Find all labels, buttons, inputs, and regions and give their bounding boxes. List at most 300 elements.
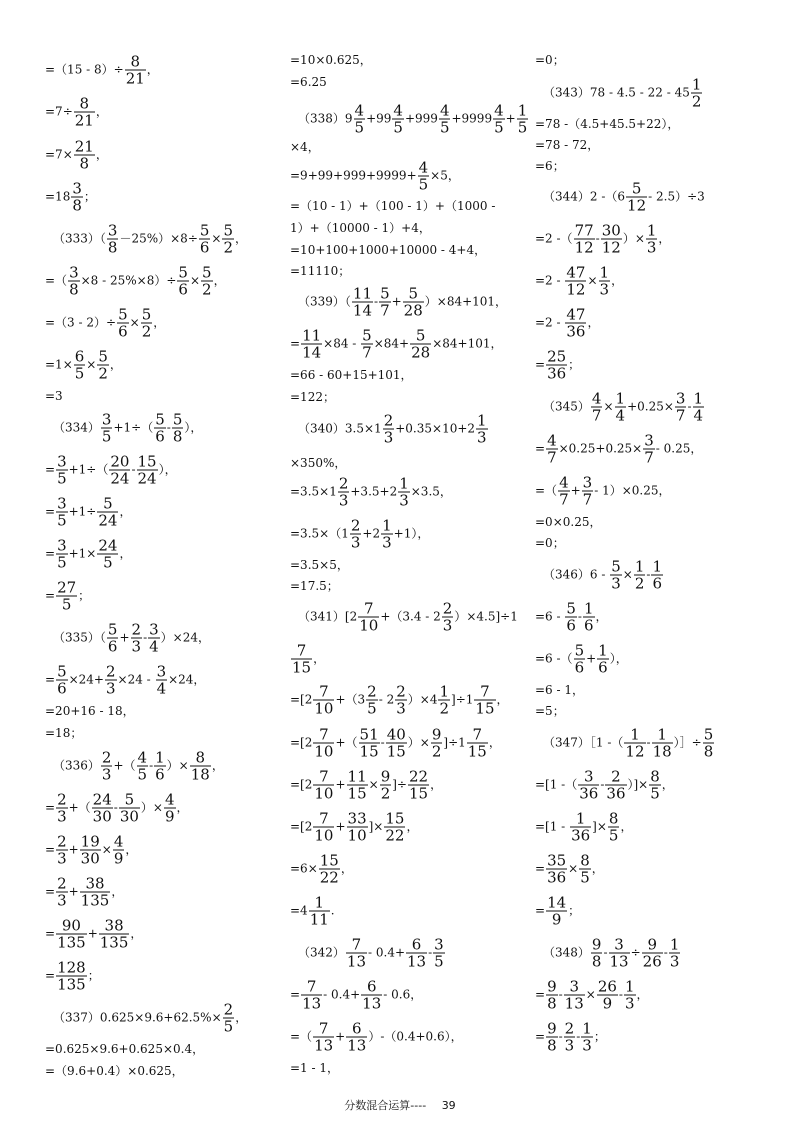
numerator: 11 (352, 284, 372, 303)
fraction (383, 413, 395, 446)
numerator: 3 (69, 263, 79, 282)
math-line (290, 811, 418, 844)
math-line (53, 223, 247, 256)
math-line (298, 103, 529, 136)
expression-text: +（3 (335, 692, 366, 707)
denominator: 13 (302, 994, 322, 1013)
numerator: 35 (547, 851, 567, 870)
expression-text: ， (340, 861, 353, 876)
expression-text: × (101, 842, 112, 857)
math-line (290, 684, 509, 717)
fraction (313, 811, 334, 844)
expression-text: （348） (543, 945, 590, 960)
math-line (298, 286, 507, 319)
expression-text: =3.5×1 (290, 484, 337, 499)
fraction (605, 769, 626, 802)
fraction (190, 750, 211, 783)
math-line (45, 54, 159, 87)
denominator: 8 (703, 742, 714, 761)
expression-text: = (45, 968, 56, 983)
denominator: 6 (57, 679, 67, 698)
denominator: 3 (57, 891, 67, 910)
denominator: 15 (292, 658, 312, 677)
fraction (56, 538, 68, 571)
expression-text: - 0.25， (655, 441, 703, 456)
expression-text: + (68, 842, 79, 857)
numerator: 1 (439, 682, 450, 701)
expression-text: ； (87, 968, 100, 983)
expression-text: ， (235, 231, 248, 246)
math-line (45, 726, 82, 740)
numerator: 4 (439, 101, 450, 120)
denominator: 5 (56, 596, 77, 613)
expression-text: +3.5+2 (350, 484, 398, 499)
numerator: 1 (517, 101, 528, 120)
math-line (290, 579, 339, 593)
fraction (381, 518, 393, 551)
fraction (693, 391, 705, 424)
expression-text: . (330, 903, 335, 918)
fraction (546, 895, 567, 928)
math-line (290, 1061, 339, 1075)
math-line (290, 160, 460, 193)
numerator: 5 (118, 305, 128, 324)
fraction (313, 684, 334, 717)
expression-text: （333）（ (53, 231, 106, 246)
denominator: 5 (418, 175, 429, 194)
fraction (56, 792, 68, 825)
numerator: 3 (101, 410, 112, 429)
expression-text: =2 -（ (535, 231, 573, 246)
expression-text: =18； (45, 726, 83, 740)
expression-text: = (45, 504, 56, 519)
expression-text: =1 - 1， (290, 1061, 340, 1075)
fraction (97, 349, 109, 382)
fraction (105, 664, 117, 697)
numerator: 9 (380, 767, 391, 786)
expression-text: - (618, 987, 623, 1002)
denominator: 7 (380, 301, 390, 320)
numerator: 33 (347, 809, 367, 828)
expression-text: =10+100+1000+10000 - 4+4， (290, 243, 487, 257)
fraction (579, 853, 591, 886)
math-line (290, 895, 335, 928)
fraction (467, 727, 488, 760)
numerator: 15 (319, 851, 339, 870)
denominator: 30 (92, 807, 112, 826)
expression-text: ×350%， (290, 456, 347, 470)
fraction (156, 664, 168, 697)
expression-text: ， (496, 692, 509, 707)
expression-text: ×24 - (117, 672, 155, 687)
numerator: 5 (155, 410, 165, 429)
denominator: 15 (475, 699, 495, 718)
expression-text: ×24， (168, 672, 206, 687)
expression-text: =11110； (290, 264, 351, 278)
math-line (290, 1021, 463, 1054)
expression-text: ， (146, 62, 159, 77)
math-line (535, 811, 632, 844)
expression-text: ， (661, 777, 674, 792)
fraction (546, 1021, 558, 1054)
expression-text: ）×4 (407, 692, 438, 707)
fraction (74, 96, 95, 129)
math-line (535, 307, 599, 340)
numerator: 2 (101, 748, 112, 767)
numerator: 1 (669, 935, 680, 954)
numerator: 6 (74, 347, 85, 366)
fraction (347, 811, 368, 844)
denominator: 8 (69, 280, 79, 299)
expression-text: =78 - 72， (535, 138, 600, 152)
denominator: 13 (362, 994, 382, 1013)
fraction (578, 769, 599, 802)
denominator: 8 (591, 952, 602, 971)
expression-text: +0.35×10+2 (395, 421, 476, 436)
expression-text: = (45, 800, 56, 815)
denominator: 5 (434, 952, 444, 971)
numerator: 5 (415, 326, 426, 345)
expression-text: = (45, 588, 56, 603)
math-line (45, 139, 108, 172)
denominator: 3 (646, 238, 657, 257)
expression-text: × (622, 567, 633, 582)
denominator: 13 (609, 952, 629, 971)
expression-text: =66 - 60+15+101， (290, 368, 413, 382)
math-line (535, 536, 565, 550)
denominator: 12 (627, 196, 647, 215)
numerator: 8 (130, 52, 141, 71)
fraction (56, 960, 87, 993)
expression-text: +（ (68, 800, 91, 815)
fraction (474, 684, 495, 717)
denominator: 15 (408, 784, 429, 803)
expression-text: （337）0.625×9.6+62.5%× (53, 1010, 222, 1025)
expression-text: ÷ (630, 945, 641, 960)
fraction (71, 181, 83, 214)
denominator: 5 (517, 118, 528, 137)
fraction (113, 834, 125, 867)
numerator: 8 (580, 851, 590, 870)
fraction (359, 727, 380, 760)
numerator: 47 (566, 263, 586, 282)
fraction (354, 103, 366, 136)
numerator: 3 (149, 620, 159, 639)
expression-text: =20+16 - 18， (45, 704, 135, 718)
fraction (379, 286, 391, 319)
math-line (53, 412, 202, 445)
numerator: 1 (382, 516, 392, 535)
expression-text: =0； (535, 536, 565, 550)
numerator: 7 (319, 809, 329, 828)
numerator: 2 (223, 1000, 234, 1019)
denominator: 5 (223, 1017, 234, 1036)
numerator: 77 (574, 221, 594, 240)
expression-text: +1÷ (68, 504, 97, 519)
denominator: 12 (601, 238, 621, 257)
expression-text: × (603, 399, 614, 414)
fraction (56, 876, 68, 909)
denominator: 3 (611, 574, 621, 593)
denominator: 36 (606, 784, 626, 803)
fraction (319, 853, 340, 886)
math-line (290, 368, 413, 382)
expression-text: +99 (366, 111, 392, 126)
numerator: 3 (614, 935, 624, 954)
math-line (290, 53, 372, 67)
numerator: 1 (477, 411, 487, 430)
expression-text: = (535, 1029, 546, 1044)
expression-text: =（ (45, 273, 68, 288)
denominator: 6 (178, 280, 188, 299)
expression-text: ）× (166, 758, 189, 773)
expression-text: = (535, 987, 546, 1002)
math-line (53, 1002, 247, 1035)
numerator: 24 (98, 536, 118, 555)
expression-text: ， (111, 884, 124, 899)
math-line (298, 413, 489, 446)
math-line (535, 683, 584, 697)
fraction (675, 391, 687, 424)
denominator: 15 (359, 742, 379, 761)
numerator: 1 (646, 221, 657, 240)
numerator: 5 (703, 725, 714, 744)
denominator: 6 (583, 616, 594, 635)
denominator: 2 (634, 574, 645, 593)
fraction (624, 979, 636, 1012)
numerator: 2 (57, 832, 67, 851)
denominator: 135 (80, 891, 110, 910)
fraction (642, 937, 663, 970)
denominator: 36 (547, 868, 567, 887)
fraction (431, 727, 443, 760)
expression-text: （340）3.5×1 (298, 421, 382, 436)
expression-text: ）， (158, 462, 177, 477)
expression-text: × (189, 273, 201, 288)
expression-text: × (86, 357, 97, 372)
expression-text: + (119, 630, 130, 645)
expression-text: ×5， (430, 168, 460, 183)
expression-text: =0×0.25， (535, 515, 602, 529)
numerator: 3 (675, 389, 686, 408)
math-line (535, 895, 580, 928)
expression-text: ； (83, 189, 96, 204)
fraction (177, 265, 189, 298)
expression-text: =7÷ (45, 104, 73, 119)
expression-text: - (577, 609, 582, 624)
math-line (290, 221, 431, 235)
numerator: 7 (364, 599, 374, 618)
denominator: 11 (309, 910, 329, 929)
numerator: 2 (57, 874, 67, 893)
denominator: 6 (199, 238, 210, 257)
numerator: 4 (113, 832, 124, 851)
fraction (56, 454, 68, 487)
expression-text: （345） (543, 399, 590, 414)
fraction (384, 811, 405, 844)
numerator: 4 (591, 389, 602, 408)
numerator: 4 (418, 158, 429, 177)
denominator: 5 (393, 118, 403, 137)
numerator: 5 (124, 790, 135, 809)
numerator: 30 (601, 221, 621, 240)
numerator: 1 (630, 725, 640, 744)
denominator: 7 (547, 448, 557, 467)
numerator: 3 (584, 767, 594, 786)
fraction (565, 307, 586, 340)
expression-text: × (129, 315, 140, 330)
math-line (45, 1064, 184, 1078)
expression-text: +0.25× (627, 399, 674, 414)
fraction (352, 286, 373, 319)
denominator: 21 (125, 69, 145, 88)
math-line (535, 769, 674, 802)
expression-text: ）×4.5]÷1 (454, 609, 518, 624)
denominator: 10 (314, 784, 334, 803)
denominator: 10 (314, 826, 334, 845)
fraction (406, 937, 427, 970)
denominator: 6 (118, 322, 128, 341)
numerator: 3 (156, 662, 167, 681)
fraction (581, 1021, 593, 1054)
fraction (361, 328, 373, 361)
expression-text: ）× (622, 231, 645, 246)
fraction (74, 139, 95, 172)
expression-text: +（ (335, 735, 358, 750)
expression-text: ， (235, 1010, 248, 1025)
numerator: 24 (92, 790, 112, 809)
expression-text: - (143, 630, 148, 645)
expression-text: ×3.5， (410, 484, 452, 499)
expression-text: ， (658, 231, 671, 246)
math-line (45, 454, 177, 487)
denominator: 13 (314, 1036, 334, 1055)
expression-text: =[1 - (535, 819, 570, 834)
fraction (80, 876, 111, 909)
fraction (358, 601, 379, 634)
fraction (564, 979, 585, 1012)
numerator: 40 (386, 725, 406, 744)
math-line (290, 518, 429, 551)
fraction (346, 937, 367, 970)
numerator: 4 (494, 101, 504, 120)
fraction (564, 1021, 576, 1054)
fraction (439, 103, 451, 136)
denominator: 10 (359, 616, 379, 635)
expression-text: = (45, 842, 56, 857)
denominator: 6 (155, 427, 165, 446)
denominator: 5 (580, 868, 590, 887)
expression-text: + (391, 294, 402, 309)
expression-text: - (166, 420, 171, 435)
expression-text: =[2 (290, 692, 313, 707)
numerator: 5 (631, 179, 642, 198)
expression-text: +999 (404, 111, 438, 126)
fraction (125, 54, 146, 87)
expression-text: =6× (290, 861, 318, 876)
denominator: 8 (547, 1036, 557, 1055)
expression-text: （344）2 -（6 (543, 189, 626, 204)
expression-text: （335）（ (53, 630, 106, 645)
denominator: 8 (107, 238, 118, 257)
expression-text: =1× (45, 357, 73, 372)
expression-text: 1）+（10000 - 1）+4， (290, 221, 431, 235)
expression-text: =[2 (290, 735, 313, 750)
denominator: 10 (314, 742, 334, 761)
denominator: 5 (650, 784, 660, 803)
denominator: 13 (346, 952, 366, 971)
page-number: 39 (441, 1099, 456, 1112)
denominator: 8 (172, 427, 183, 446)
expression-text: - (428, 945, 433, 960)
numerator: 7 (319, 767, 329, 786)
expression-text: ， (176, 800, 189, 815)
math-line (45, 96, 108, 129)
numerator: 21 (74, 137, 94, 156)
numerator: 2 (131, 620, 142, 639)
math-line (290, 769, 442, 802)
numerator: 5 (141, 305, 152, 324)
denominator: 9 (597, 995, 618, 1012)
expression-text: - 0.4+ (323, 987, 361, 1002)
fraction (97, 496, 118, 529)
numerator: 2 (396, 682, 406, 701)
math-line (45, 181, 96, 214)
denominator: 2 (223, 238, 234, 257)
denominator: 3 (131, 637, 142, 656)
expression-text: ； (568, 357, 581, 372)
fraction (361, 979, 382, 1012)
fraction (652, 727, 673, 760)
denominator: 30 (80, 849, 100, 868)
fraction (107, 622, 119, 655)
numerator: 1 (691, 75, 702, 94)
denominator: 18 (190, 765, 210, 784)
expression-text: - (113, 800, 118, 815)
numerator: 2 (350, 516, 361, 535)
expression-text: ]÷ (392, 777, 407, 792)
numerator: 5 (57, 662, 67, 681)
denominator: 135 (57, 975, 86, 994)
fraction (366, 684, 378, 717)
expression-text: ， (95, 147, 108, 162)
math-line (45, 792, 189, 825)
denominator: 2 (691, 92, 702, 111)
math-line (535, 349, 580, 382)
numerator: 15 (137, 452, 157, 471)
math-line (543, 391, 705, 424)
fraction (517, 103, 529, 136)
expression-text: - (595, 231, 600, 246)
expression-text: （343）78 - 4.5 - 22 - 45 (543, 85, 690, 100)
expression-text: ×84+101， (432, 336, 503, 351)
fraction (301, 328, 322, 361)
denominator: 6 (598, 658, 608, 677)
fraction (610, 559, 622, 592)
expression-text: =（10 - 1）+（100 - 1）+（1000 - (290, 199, 496, 213)
numerator: 2 (57, 790, 67, 809)
numerator: 5 (223, 221, 234, 240)
numerator: 15 (385, 809, 405, 828)
expression-text: ×84 - (323, 336, 361, 351)
denominator: 14 (302, 343, 322, 362)
expression-text: + (335, 777, 346, 792)
denominator: 21 (74, 111, 94, 130)
expression-text: × (211, 231, 222, 246)
fraction (408, 769, 429, 802)
expression-text: ）]× (627, 777, 649, 792)
fraction (591, 937, 603, 970)
